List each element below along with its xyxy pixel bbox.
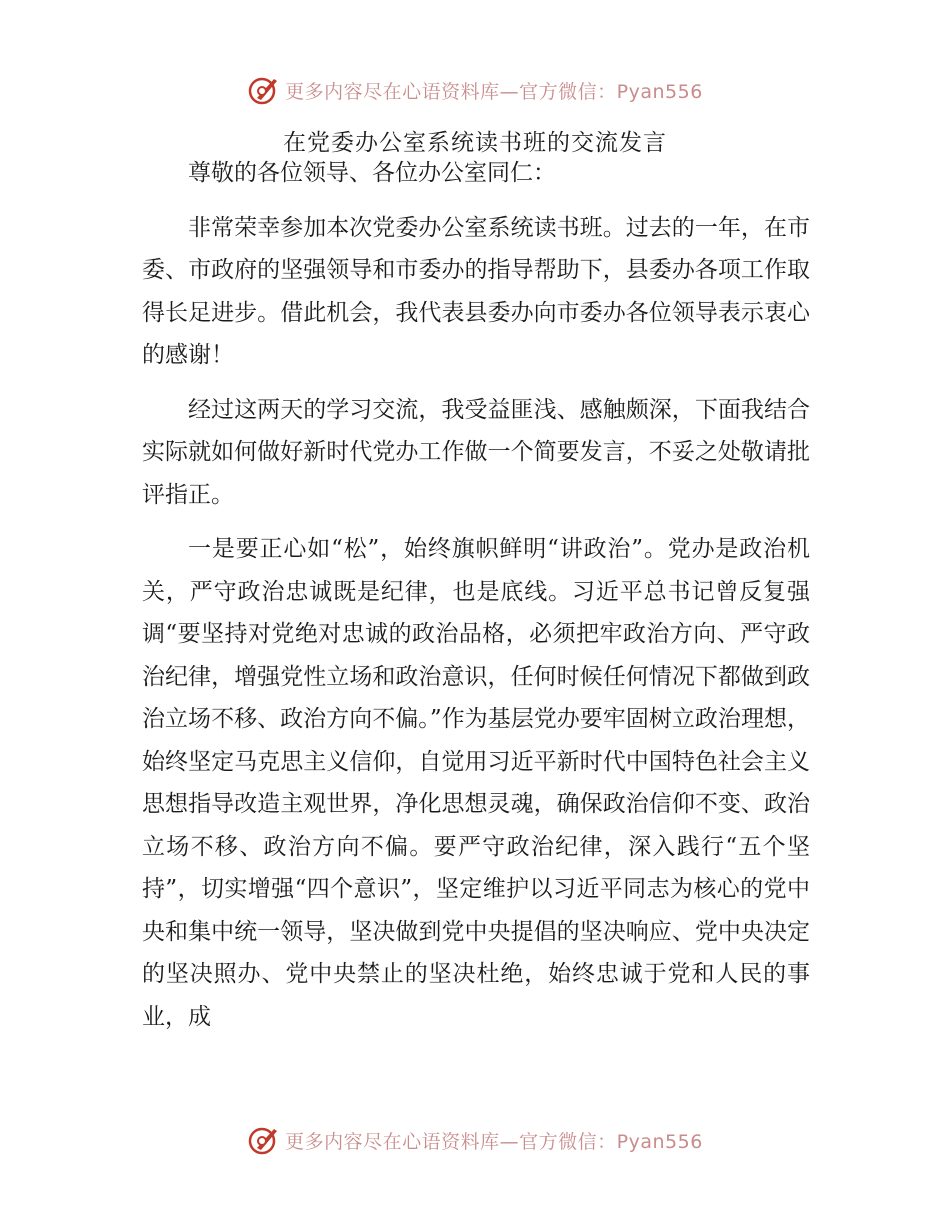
footer-watermark	[0, 1124, 950, 1156]
paragraph: 非常荣幸参加本次党委办公室系统读书班。过去的一年，在市委、市政府的坚强领导和市委办的指导帮助下，县委办各项工作取得长足进步。借此机会，我代表县委办向市委办各位领导表示衷心的感谢！	[142, 214, 810, 368]
document-title: 在党委办公室系统读书班的交流发言	[283, 130, 667, 156]
quill-logo-icon	[247, 74, 281, 106]
watermark-text: 更多内容尽在心语资料库—官方微信：Pyan556	[285, 1130, 703, 1153]
watermark-text: 更多内容尽在心语资料库—官方微信：Pyan556	[285, 80, 703, 103]
header-watermark	[0, 74, 950, 106]
quill-logo-icon	[247, 1124, 281, 1156]
document-body	[142, 152, 810, 1050]
paragraph: 经过这两天的学习交流，我受益匪浅、感触颇深，下面我结合实际就如何做好新时代党办工作做一个简要发言，不妥之处敬请批评指正。	[142, 396, 810, 508]
greeting: 尊敬的各位领导、各位办公室同仁：	[188, 160, 556, 186]
paragraph: 一是要正心如“松”，始终旗帜鲜明“讲政治”。党办是政治机关，严守政治忠诚既是纪律，也是底线。习近平总书记曾反复强调“要坚持对党绝对忠诚的政治品格，必须把牢政治方向、严守政治纪律，增强党性立场和政治意识，任何时候任何情况下都做到政治立场不移、政治方向不偏。”作为基层党办要牢固树立政治理想，始终坚定马克思主义信仰，自觉用习近平新时代中国特色社会主义思想指导改造主观世界，净化思想灵魂，确保政治信仰不变、政治立场不移、政治方向不偏。要严守政治纪律，深入践行“五个坚持”，切实增强“四个意识”，坚定维护以习近平同志为核心的党中央和集中统一领导，坚决做到党中央提倡的坚决响应、党中央决定的坚决照办、党中央禁止的坚决杜绝，始终忠诚于党和人民的事业，成	[142, 536, 810, 1030]
